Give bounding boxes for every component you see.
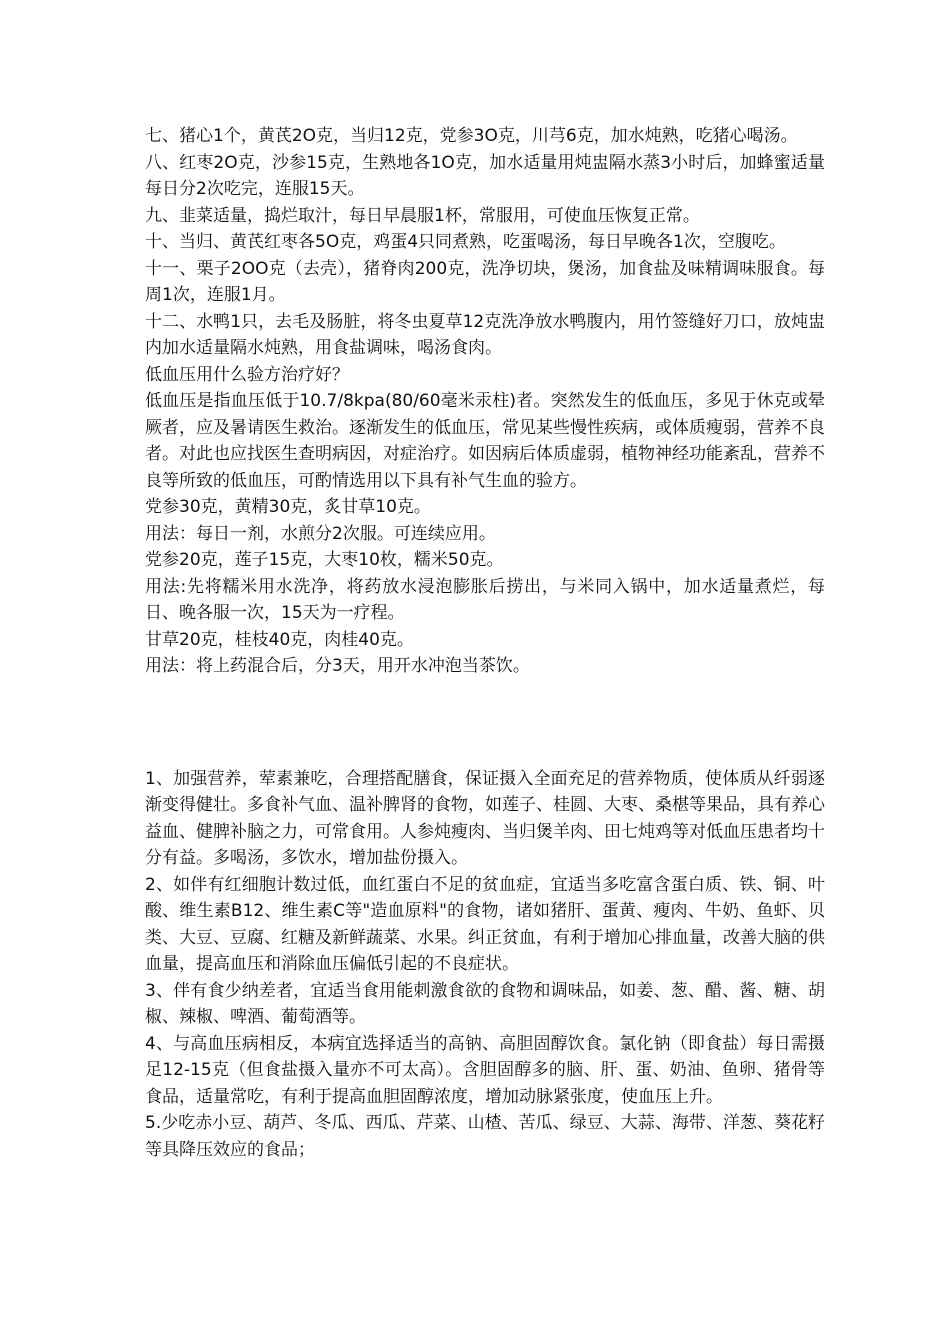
paragraph: 低血压是指血压低于10.7/8kpa(80/60毫米汞柱)者。突然发生的低血压，多见于休克或晕厥者，应及暑请医生救治。逐渐发生的低血压，常见某些慢性疾病，或体质瘦弱，营养不良者。对此也应找医生查明病因，对症治疗。如因病后体质虚弱，植物神经功能紊乱，营养不良等所致的低血压，可酌情选用以下具有补气生血的验方。 [145, 391, 825, 491]
section-heading: 低血压用什么验方治疗好？ [145, 364, 349, 385]
paragraph: 4、与高血压病相反，本病宜选择适当的高钠、高胆固醇饮食。氯化钠（即食盐）每日需摄足12-15克（但食盐摄入量亦不可太高）。含胆固醇多的脑、肝、蛋、奶油、鱼卵、猪骨等食品，适量常吃，有利于提高血胆固醇浓度，增加动脉紧张度，使血压上升。 [145, 1033, 825, 1107]
paragraph: 用法:先将糯米用水洗净，将药放水浸泡膨胀后捞出，与米同入锅中，加水适量煮烂，每日、晚各服一次，15天为一疗程。 [145, 576, 825, 623]
paragraph: 九、韭菜适量，捣烂取汁，每日早晨服1杯，常服用，可使血压恢复正常。 [145, 205, 700, 226]
paragraph: 用法：将上药混合后，分3天，用开水冲泡当茶饮。 [145, 656, 530, 676]
paragraph: 七、猪心1个，黄芪2O克，当归12克，党参3O克，川芎6克，加水炖熟，吃猪心喝汤。 [145, 126, 798, 146]
paragraph: 5.少吃赤小豆、葫芦、冬瓜、西瓜、芹菜、山楂、苦瓜、绿豆、大蒜、海带、洋葱、葵花籽等具降压效应的食品； [145, 1113, 825, 1160]
paragraph: 十二、水鸭1只，去毛及肠脏，将冬虫夏草12克洗净放水鸭腹内，用竹签缝好刀口，放炖盅内加水适量隔水炖熟，用食盐调味，喝汤食肉。 [145, 311, 825, 358]
paragraph: 党参20克，莲子15克，大枣10枚，糯米50克。 [145, 550, 504, 570]
remedies-section [145, 123, 825, 680]
document-page [145, 123, 825, 1163]
paragraph: 2、如伴有红细胞计数过低，血红蛋白不足的贫血症，宜适当多吃富含蛋白质、铁、铜、叶酸、维生素B12、维生素C等"造血原料"的食物，诸如猪肝、蛋黄、瘦肉、牛奶、鱼虾、贝类、大豆、豆腐、红糖及新鲜蔬菜、水果。纠正贫血，有利于增加心排血量，改善大脑的供血量，提高血压和消除血压偏低引起的不良症状。 [145, 874, 825, 974]
section-spacer [145, 680, 825, 766]
paragraph: 八、红枣2O克，沙参15克，生熟地各1O克，加水适量用炖盅隔水蒸3小时后，加蜂蜜适量每日分2次吃完，连服15天。 [145, 152, 825, 199]
paragraph: 1、加强营养，荤素兼吃，合理搭配膳食，保证摄入全面充足的营养物质，使体质从纤弱逐渐变得健壮。多食补气血、温补脾肾的食物，如莲子、桂圆、大枣、桑椹等果品，具有养心益血、健脾补脑之力，可常食用。人参炖瘦肉、当归煲羊肉、田七炖鸡等对低血压患者均十分有益。多喝汤，多饮水，增加盐份摄入。 [145, 768, 825, 868]
paragraph: 甘草20克，桂枝40克，肉桂40克。 [145, 629, 414, 650]
paragraph: 用法：每日一剂，水煎分2次服。可连续应用。 [145, 523, 496, 544]
paragraph: 十一、栗子2OO克（去壳），猪脊肉200克，洗净切块，煲汤，加食盐及味精调味服食。每周1次，连服1月。 [145, 258, 825, 305]
paragraph: 党参30克，黄精30克，炙甘草10克。 [145, 497, 431, 517]
paragraph: 3、伴有食少纳差者，宜适当食用能刺激食欲的食物和调味品，如姜、葱、醋、酱、糖、胡椒、辣椒、啤酒、葡萄酒等。 [145, 980, 825, 1027]
paragraph: 十、当归、黄芪红枣各5O克，鸡蛋4只同煮熟，吃蛋喝汤，每日早晚各1次，空腹吃。 [145, 232, 786, 252]
diet-advice-section [145, 766, 825, 1164]
